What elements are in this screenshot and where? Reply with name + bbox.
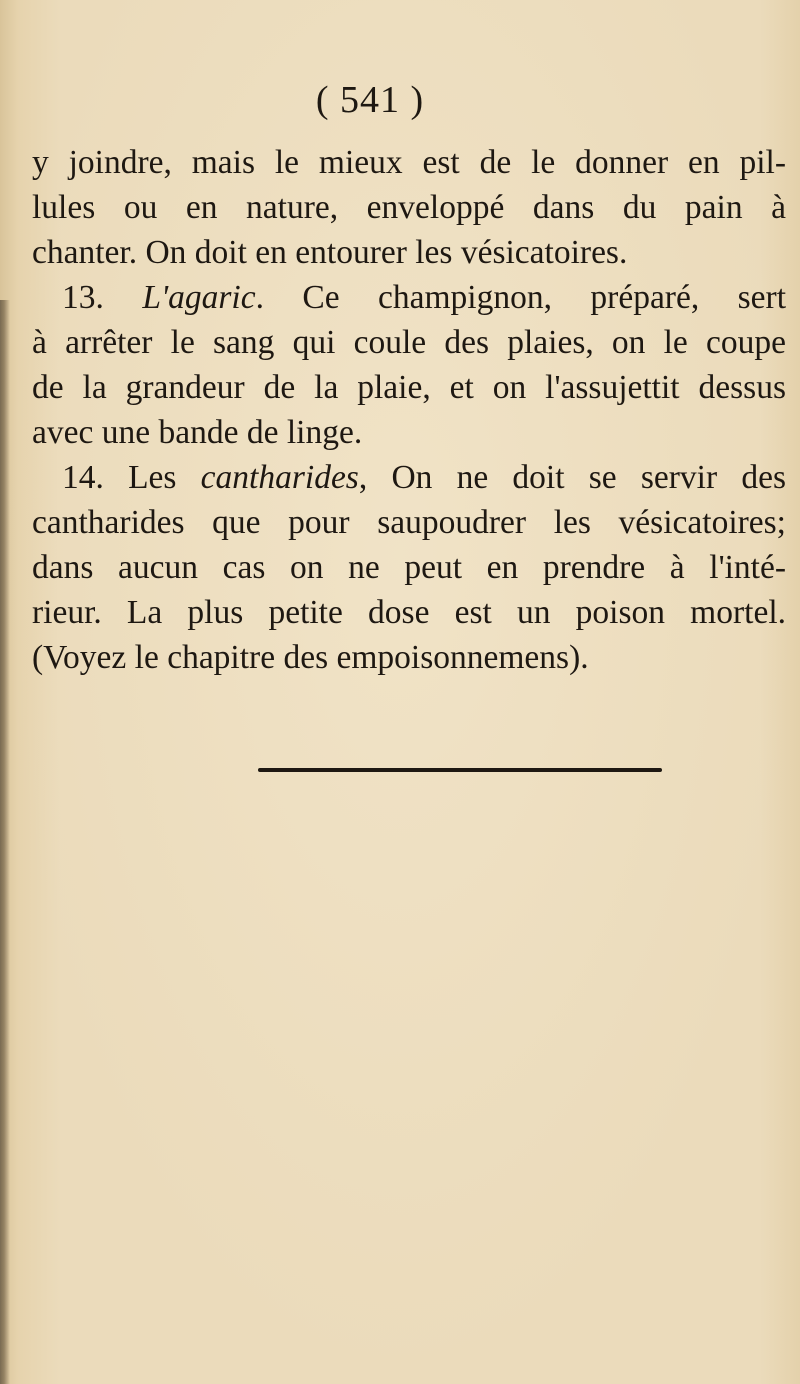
- body-text: [32, 140, 786, 680]
- term-agaric: L'agaric: [142, 279, 256, 316]
- text-line: de la grandeur de la plaie, et on l'assujettit dessus: [32, 369, 786, 406]
- paragraph-13-first-line: [32, 275, 786, 320]
- text-run: . Ce champignon, préparé, sert: [255, 279, 787, 316]
- text-line: dans aucun cas on ne peut en prendre à l'inté-: [32, 549, 786, 586]
- text-line: y joindre, mais le mieux est de le donner en pil-: [32, 144, 786, 181]
- text-line: rieur. La plus petite dose est un poison mortel.: [32, 594, 786, 631]
- paragraph-14-first-line: [32, 455, 786, 500]
- page-number: ( 541 ): [315, 79, 425, 121]
- term-cantharides: cantharides: [200, 459, 359, 496]
- text-line: lules ou en nature, enveloppé dans du pain à: [32, 189, 786, 226]
- text-line: avec une bande de linge.: [32, 414, 363, 451]
- text-line: cantharides que pour saupoudrer les vésicatoires;: [32, 504, 786, 541]
- text-line: à arrêter le sang qui coule des plaies, on le coupe: [32, 324, 786, 361]
- text-line: chanter. On doit en entourer les vésicatoires.: [32, 234, 628, 271]
- binding-shadow: [0, 300, 10, 1384]
- paragraph-number: 13.: [62, 279, 143, 316]
- text-run: Les: [128, 459, 201, 496]
- text-run: , On ne doit se servir des: [358, 459, 787, 496]
- paragraph-number: 14.: [62, 459, 129, 496]
- end-rule: [258, 768, 662, 772]
- text-line: (Voyez le chapitre des empoisonnemens).: [32, 639, 589, 676]
